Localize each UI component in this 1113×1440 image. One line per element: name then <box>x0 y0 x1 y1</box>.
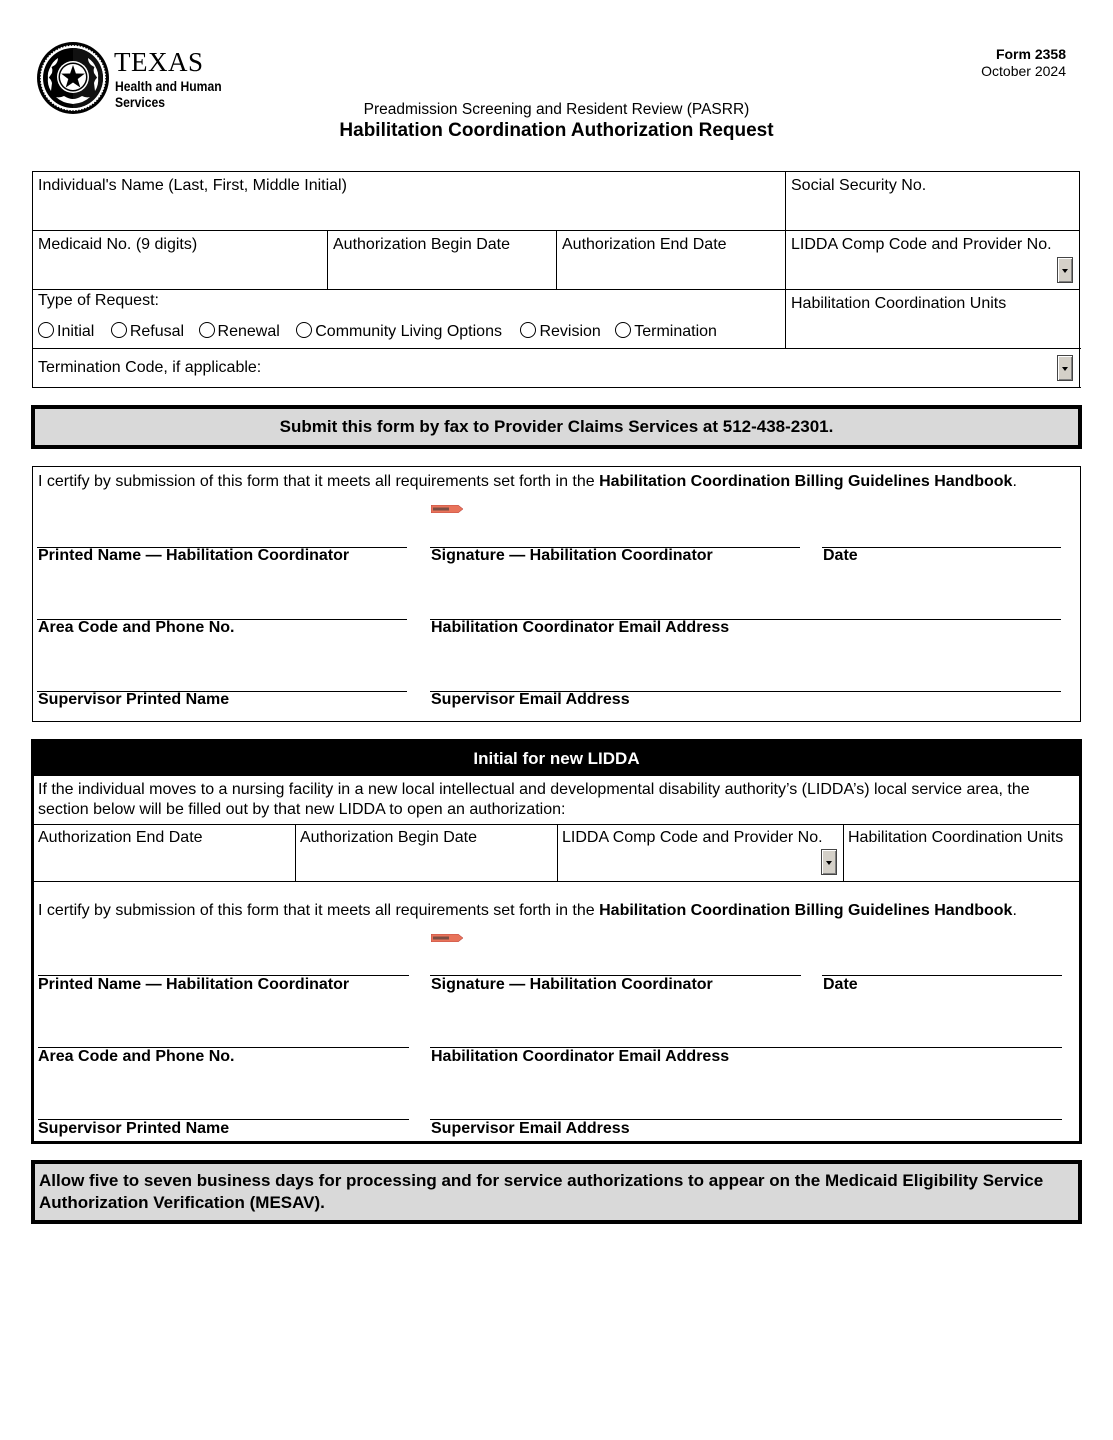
radio-renewal[interactable] <box>199 323 280 340</box>
supervisor-email-field[interactable]: Supervisor Email Address <box>431 691 630 708</box>
new-lidda-heading: Initial for new LIDDA <box>34 742 1079 776</box>
logo-agency-line2: Services <box>115 95 166 110</box>
individual-name-field[interactable]: Individual's Name (Last, First, Middle Initial) <box>38 177 347 194</box>
lidda-printed-name-hc-field[interactable]: Printed Name — Habilitation Coordinator <box>38 976 350 993</box>
certify-statement <box>38 473 1017 491</box>
lidda-hab-units-field[interactable]: Habilitation Coordination Units <box>848 829 1064 846</box>
fax-notice-text: Submit this form by fax to Provider Claims Services at 512-438-2301. <box>279 417 834 436</box>
sign-here-tag-icon[interactable] <box>431 505 463 513</box>
termination-code-dropdown[interactable] <box>1057 355 1073 381</box>
radio-renewal-button[interactable] <box>199 322 215 338</box>
logo-agency-line1: Health and Human <box>115 79 222 94</box>
lidda-phone-field[interactable]: Area Code and Phone No. <box>38 1048 235 1065</box>
lidda-hc-email-field[interactable]: Habilitation Coordinator Email Address <box>431 1048 730 1065</box>
radio-refusal[interactable] <box>111 323 184 340</box>
medicaid-no-field[interactable]: Medicaid No. (9 digits) <box>38 236 198 253</box>
form-title: Habilitation Coordination Authorization Request <box>339 120 774 141</box>
radio-initial-label: Initial <box>57 323 95 340</box>
lidda-supervisor-name-field[interactable]: Supervisor Printed Name <box>38 1120 230 1137</box>
hab-coordination-units-field[interactable]: Habilitation Coordination Units <box>791 295 1007 312</box>
radio-revision[interactable] <box>520 323 600 340</box>
form-date: October 2024 <box>981 63 1066 79</box>
radio-revision-label: Revision <box>539 323 601 340</box>
lidda-certify-text: I certify by submission of this form that it meets all requirements set forth in the <box>38 902 600 919</box>
radio-refusal-button[interactable] <box>111 322 127 338</box>
lidda-new-comp-code-dropdown[interactable] <box>821 849 837 875</box>
radio-termination-button[interactable] <box>615 322 631 338</box>
radio-termination[interactable] <box>615 323 717 340</box>
lidda-handbook-reference: Habilitation Coordination Billing Guidelines Handbook <box>599 902 1013 919</box>
radio-renewal-label: Renewal <box>217 323 280 340</box>
lidda-auth-begin-date-field[interactable]: Authorization Begin Date <box>300 829 477 846</box>
certification-section <box>32 466 1081 722</box>
auth-end-date-field[interactable]: Authorization End Date <box>562 236 727 253</box>
lidda-sign-here-tag-icon[interactable] <box>431 934 463 942</box>
termination-code-label: Termination Code, if applicable: <box>38 359 262 376</box>
radio-revision-button[interactable] <box>520 322 536 338</box>
supervisor-name-field[interactable]: Supervisor Printed Name <box>38 691 230 708</box>
radio-termination-label: Termination <box>634 323 717 340</box>
radio-initial[interactable] <box>38 323 94 340</box>
individual-info-table <box>32 171 1081 389</box>
form-number: Form 2358 <box>995 46 1066 62</box>
logo-texas-text: TEXAS <box>114 47 204 77</box>
radio-initial-button[interactable] <box>38 322 54 338</box>
radio-clo-label: Community Living Options <box>315 323 502 340</box>
lidda-certify-period: . <box>1012 902 1017 919</box>
printed-name-hc-field[interactable]: Printed Name — Habilitation Coordinator <box>38 547 350 564</box>
certify-text: I certify by submission of this form that it meets all requirements set forth in the <box>38 473 600 490</box>
radio-refusal-label: Refusal <box>129 323 185 340</box>
lidda-signature-hc-field[interactable]: Signature — Habilitation Coordinator <box>431 976 713 993</box>
processing-notice-text: Allow five to seven business days for processing and for service authorizations to appear on the Medicaid Eligibility Service Authorization Verification (MESAV). <box>39 1171 1044 1212</box>
auth-begin-date-field[interactable]: Authorization Begin Date <box>333 236 510 253</box>
lidda-new-comp-code-field[interactable]: LIDDA Comp Code and Provider No. <box>562 829 823 846</box>
lidda-auth-end-date-field[interactable]: Authorization End Date <box>38 829 203 846</box>
phone-field[interactable]: Area Code and Phone No. <box>38 619 235 636</box>
processing-notice-banner <box>31 1160 1082 1224</box>
radio-community-living-options[interactable] <box>296 323 502 340</box>
type-of-request-label: Type of Request: <box>38 292 159 309</box>
new-lidda-intro: If the individual moves to a nursing facility in a new local intellectual and developmental disability authority’s (LIDDA’s) local service area, the section below will be filled out by that new LIDDA to open an authorization: <box>38 781 1030 818</box>
certify-period: . <box>1012 473 1017 490</box>
radio-clo-button[interactable] <box>296 322 312 338</box>
ssn-field[interactable]: Social Security No. <box>791 177 927 194</box>
lidda-comp-code-dropdown[interactable] <box>1057 257 1073 283</box>
date-field[interactable]: Date <box>823 547 858 564</box>
lidda-date-field[interactable]: Date <box>823 976 858 993</box>
signature-hc-field[interactable]: Signature — Habilitation Coordinator <box>431 547 713 564</box>
lidda-certify-statement <box>38 902 1017 920</box>
new-lidda-section <box>31 739 1082 1144</box>
lidda-supervisor-email-field[interactable]: Supervisor Email Address <box>431 1120 630 1137</box>
lidda-comp-code-field[interactable]: LIDDA Comp Code and Provider No. <box>791 236 1052 253</box>
form-subtitle: Preadmission Screening and Resident Review (PASRR) <box>363 101 750 118</box>
hc-email-field[interactable]: Habilitation Coordinator Email Address <box>431 619 730 636</box>
request-type-radio-group <box>38 322 717 341</box>
fax-notice-banner <box>31 405 1082 449</box>
handbook-reference: Habilitation Coordination Billing Guidelines Handbook <box>599 473 1013 490</box>
